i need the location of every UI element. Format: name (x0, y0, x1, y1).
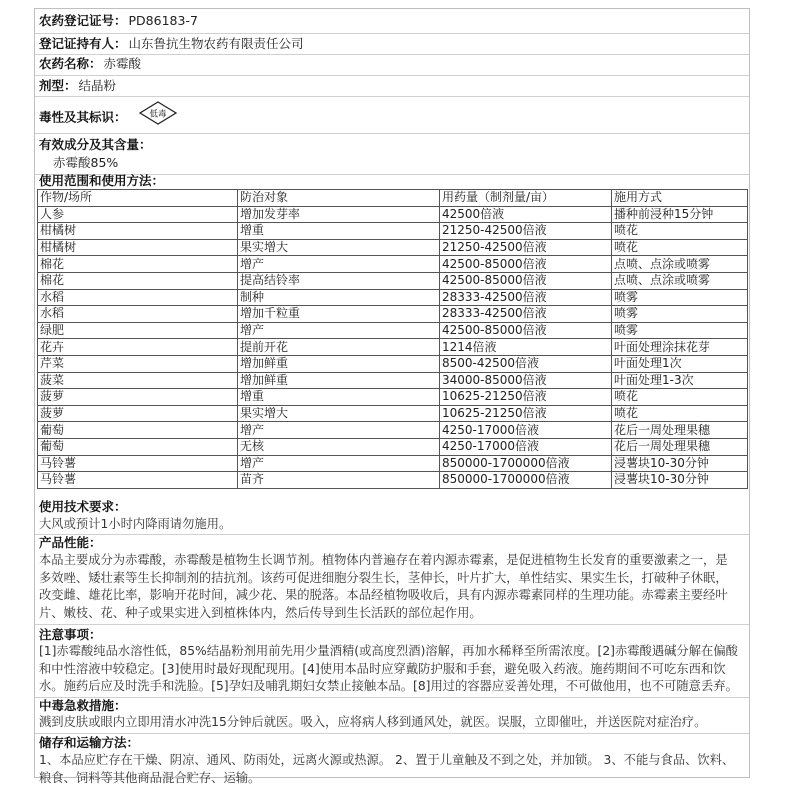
table-cell: 柑橘树 (38, 223, 238, 240)
badge-text: 低毒 (148, 109, 167, 120)
usage-header-cell: 用药量（制剂量/亩） (440, 190, 612, 207)
table-row (38, 256, 748, 273)
table-row (38, 306, 748, 323)
performance-line: 多效唑、矮壮素等生长抑制剂的拮抗剂。该药可促进细胞分裂生长，茎伸长，叶片扩大，单性结实、果实生长，打破种子休眠， (39, 570, 728, 585)
table-cell: 提高结铃率 (238, 272, 440, 289)
tech-heading (39, 499, 127, 515)
table-row (38, 389, 748, 406)
table-cell: 果实增大 (238, 405, 440, 422)
table-row (38, 289, 748, 306)
table-cell: 制种 (238, 289, 440, 306)
table-cell: 42500-85000倍液 (440, 272, 612, 289)
table-row (38, 455, 748, 472)
table-cell: 菠萝 (38, 389, 238, 406)
formulation-value: 结晶粉 (78, 78, 117, 93)
low-toxicity-badge (139, 101, 177, 129)
table-row (38, 239, 748, 256)
table-cell: 增加鲜重 (238, 372, 440, 389)
table-cell: 花后一周处理果穗 (612, 438, 748, 455)
table-cell: 增产 (238, 422, 440, 439)
registration-label: 农药登记证号： (39, 13, 127, 28)
table-cell: 浸薯块10-30分钟 (612, 472, 748, 489)
table-cell: 提前开花 (238, 339, 440, 356)
table-cell: 42500-85000倍液 (440, 256, 612, 273)
table-cell: 34000-85000倍液 (440, 372, 612, 389)
table-cell: 8500-42500倍液 (440, 355, 612, 372)
usage-heading (39, 173, 164, 189)
table-cell: 增加发芽率 (238, 206, 440, 223)
firstaid-text: 溅到皮肤或眼内立即用清水冲洗15分钟后就医。吸入，应将病人移到通风处，就医。误服，立即催吐，并送医院对症治疗。 (39, 715, 707, 729)
name-value: 赤霉酸 (103, 56, 142, 71)
table-cell: 葡萄 (38, 422, 238, 439)
notes-line: 和中性溶液中较稳定。[3]使用时最好现配现用。[4]使用本品时应穿戴防护服和手套，避免吸入药液。施药期间不可吃东西和饮 (39, 661, 726, 676)
formulation-row (39, 78, 116, 94)
usage-header-row (38, 190, 748, 207)
storage-line: 粮食、饲料等其他商品混合贮存、运输。 (39, 770, 261, 785)
table-cell: 1214倍液 (440, 339, 612, 356)
table-cell: 喷花 (612, 223, 748, 240)
table-cell: 播种前浸种15分钟 (612, 206, 748, 223)
performance-heading (39, 535, 102, 551)
table-cell: 水稻 (38, 289, 238, 306)
table-cell: 10625-21250倍液 (440, 405, 612, 422)
table-cell: 28333-42500倍液 (440, 306, 612, 323)
table-cell: 果实增大 (238, 239, 440, 256)
table-cell: 4250-17000倍液 (440, 438, 612, 455)
firstaid-label: 中毒急救措施： (39, 698, 127, 713)
storage-label: 储存和运输方法： (39, 735, 140, 750)
performance-line: 改变雌、雄花比率，影响开花时间，减少花、果的脱落。本品经植物吸收后，具有内源赤霉素同样的生理功能。赤霉素主要经叶 (39, 588, 728, 602)
table-cell: 叶面处理涂抹花芽 (612, 339, 748, 356)
table-cell: 水稻 (38, 306, 238, 323)
table-row (38, 223, 748, 240)
table-cell: 葡萄 (38, 438, 238, 455)
ingredient-value: 赤霉酸85% (53, 155, 119, 170)
holder-row (39, 36, 304, 52)
holder-label: 登记证持有人： (39, 36, 127, 51)
table-row (38, 322, 748, 339)
table-cell: 棉花 (38, 272, 238, 289)
table-row (38, 206, 748, 223)
table-cell: 850000-1700000倍液 (440, 472, 612, 489)
firstaid-heading (39, 698, 127, 714)
table-cell: 点喷、点涂或喷雾 (612, 272, 748, 289)
notes-line: 水。施药后应及时洗手和洗脸。[5]孕妇及哺乳期妇女禁止接触本品。[8]用过的容器应妥善处理，不可做他用，也不可随意丢弃。 (39, 679, 738, 693)
table-cell: 菠萝 (38, 405, 238, 422)
table-cell: 马铃薯 (38, 455, 238, 472)
table-cell: 花卉 (38, 339, 238, 356)
table-cell: 棉花 (38, 256, 238, 273)
name-row (39, 56, 141, 72)
table-row (38, 272, 748, 289)
name-label: 农药名称： (39, 56, 102, 71)
table-cell: 42500-85000倍液 (440, 322, 612, 339)
table-cell: 喷花 (612, 405, 748, 422)
table-cell: 28333-42500倍液 (440, 289, 612, 306)
table-cell: 21250-42500倍液 (440, 239, 612, 256)
table-cell: 增产 (238, 256, 440, 273)
ingredient-heading (39, 137, 152, 153)
formulation-label: 剂型： (39, 78, 77, 93)
table-row (38, 405, 748, 422)
usage-header-cell: 施用方式 (612, 190, 748, 207)
table-cell: 苗齐 (238, 472, 440, 489)
table-cell: 花后一周处理果穗 (612, 422, 748, 439)
holder-value: 山东鲁抗生物农药有限责任公司 (128, 36, 304, 51)
table-cell: 喷花 (612, 239, 748, 256)
table-cell: 增加鲜重 (238, 355, 440, 372)
table-cell: 点喷、点涂或喷雾 (612, 256, 748, 273)
table-cell: 喷雾 (612, 306, 748, 323)
usage-header-cell: 防治对象 (238, 190, 440, 207)
storage-text (39, 752, 745, 787)
table-cell: 10625-21250倍液 (440, 389, 612, 406)
performance-text (39, 552, 745, 622)
table-cell: 喷雾 (612, 289, 748, 306)
table-cell: 绿肥 (38, 322, 238, 339)
table-cell: 4250-17000倍液 (440, 422, 612, 439)
table-cell: 叶面处理1-3次 (612, 372, 748, 389)
table-row (38, 372, 748, 389)
registration-value: PD86183-7 (128, 13, 198, 28)
toxicity-label: 毒性及其标识： (39, 109, 127, 125)
table-row (38, 438, 748, 455)
notes-label: 注意事项： (39, 627, 102, 642)
table-row (38, 339, 748, 356)
table-cell: 浸薯块10-30分钟 (612, 455, 748, 472)
storage-line: 1、本品应贮存在干燥、阴凉、通风、防雨处，远离火源或热源。 2、置于儿童触及不到之处，并加锁。 3、不能与食品、饮料、 (39, 753, 735, 767)
usage-header-cell: 作物/场所 (38, 190, 238, 207)
table-row (38, 355, 748, 372)
table-cell: 人参 (38, 206, 238, 223)
label-document (34, 8, 750, 785)
table-cell: 42500倍液 (440, 206, 612, 223)
performance-line: 本品主要成分为赤霉酸，赤霉酸是植物生长调节剂。植物体内普遍存在着内源赤霉素，是促进植物生长发育的重要激素之一，是 (39, 553, 728, 567)
notes-text (39, 643, 745, 696)
performance-line: 片、嫩枝、花、种子或果实进入到植株体内，然后传导到生长活跃的部位起作用。 (39, 605, 482, 620)
table-cell: 增产 (238, 322, 440, 339)
table-cell: 无核 (238, 438, 440, 455)
usage-label: 使用范围和使用方法： (39, 173, 165, 188)
table-row (38, 422, 748, 439)
notes-heading (39, 627, 102, 643)
table-cell: 增重 (238, 389, 440, 406)
performance-label: 产品性能： (39, 535, 102, 550)
table-cell: 增加千粒重 (238, 306, 440, 323)
table-cell: 叶面处理1次 (612, 355, 748, 372)
table-cell: 850000-1700000倍液 (440, 455, 612, 472)
table-cell: 增重 (238, 223, 440, 240)
table-row (38, 472, 748, 489)
usage-table (37, 189, 748, 489)
table-cell: 马铃薯 (38, 472, 238, 489)
ingredient-label: 有效成分及其含量： (39, 137, 152, 152)
table-cell: 菠菜 (38, 372, 238, 389)
registration-row (39, 13, 198, 29)
table-cell: 喷雾 (612, 322, 748, 339)
table-cell: 增产 (238, 455, 440, 472)
table-cell: 芹菜 (38, 355, 238, 372)
storage-heading (39, 735, 139, 751)
table-cell: 柑橘树 (38, 239, 238, 256)
table-cell: 喷花 (612, 389, 748, 406)
notes-line: [1]赤霉酸纯品水溶性低，85%结晶粉剂用前先用少量酒精(或高度烈酒)溶解，再加水稀释至所需浓度。[2]赤霉酸遇碱分解在偏酸 (39, 644, 738, 658)
table-cell: 21250-42500倍液 (440, 223, 612, 240)
toxicity-row (39, 104, 177, 132)
tech-text: 大风或预计1小时内降雨请勿施用。 (39, 517, 232, 531)
tech-label: 使用技术要求： (39, 499, 127, 514)
